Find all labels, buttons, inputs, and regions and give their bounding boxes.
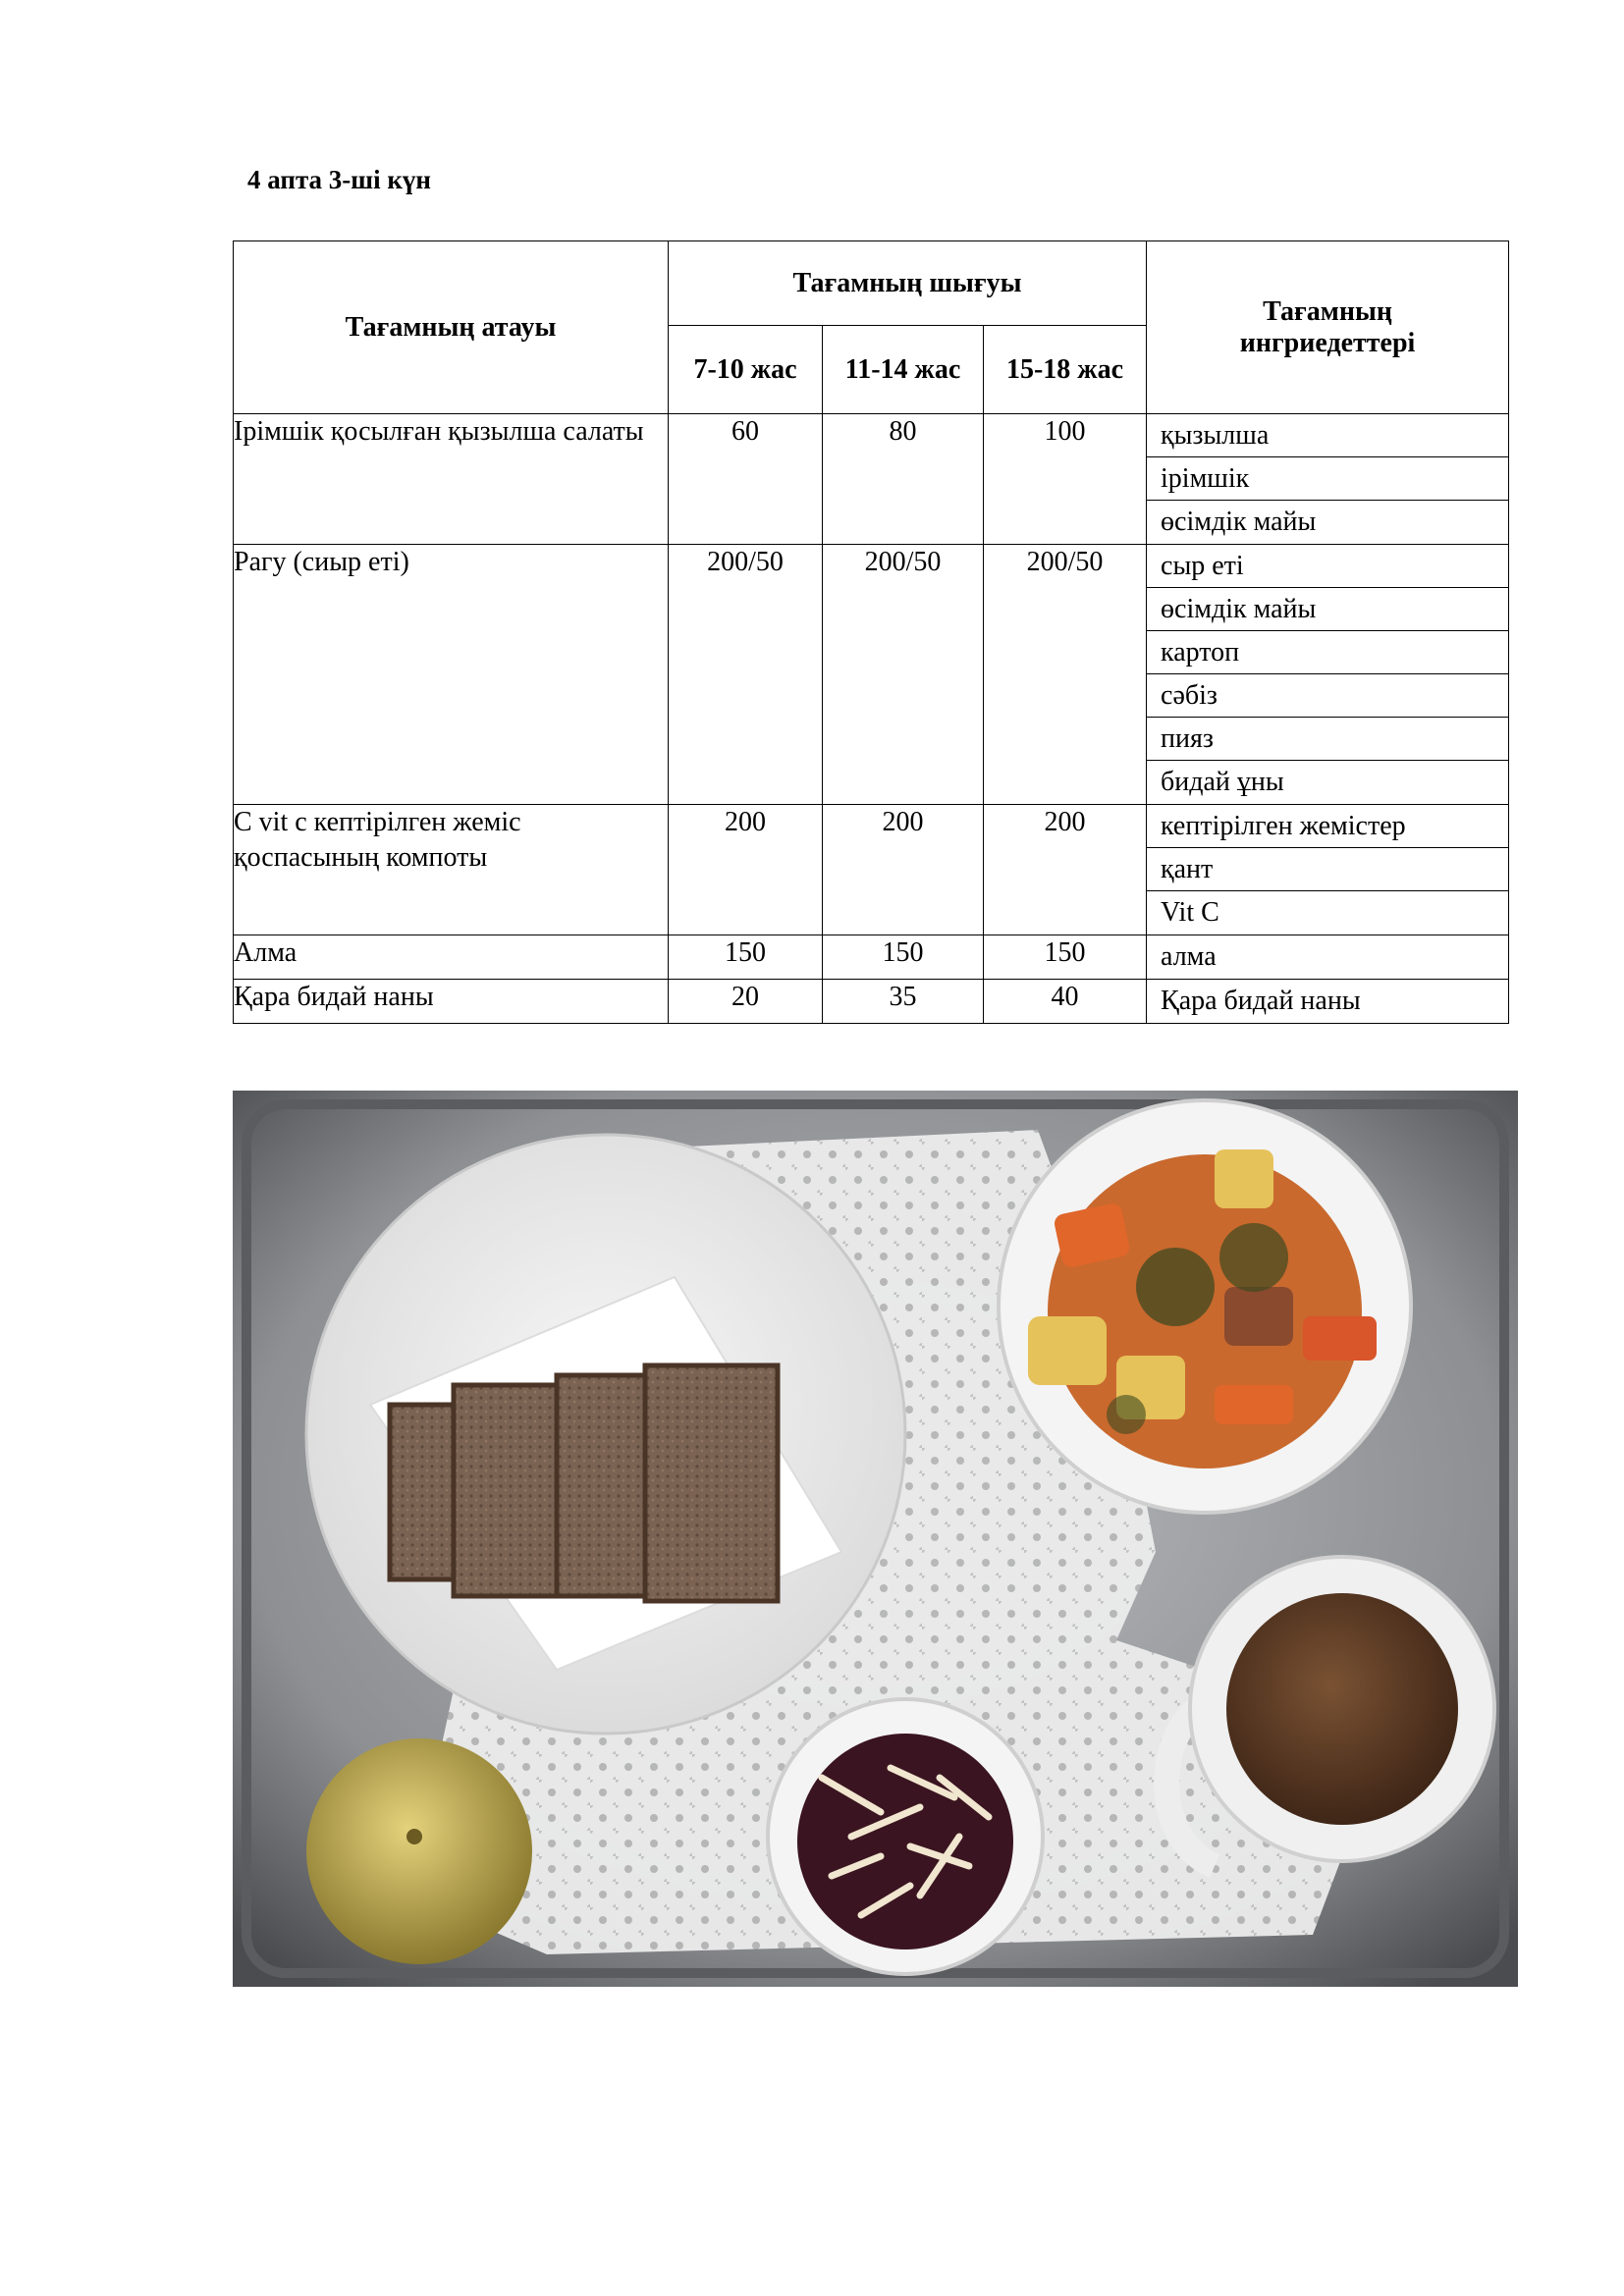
- header-row: [234, 241, 1509, 326]
- table-row: [234, 545, 1509, 805]
- ingredients-cell: [1147, 545, 1509, 805]
- header-ingredients: [1147, 241, 1509, 414]
- ingredient-item: ірімшік: [1147, 457, 1508, 501]
- dish-name: Рагу (сиыр еті): [234, 545, 669, 805]
- header-age-15-18: 15-18 жас: [984, 326, 1147, 414]
- ingredient-item: бидай ұны: [1161, 767, 1284, 797]
- ingredients-cell: [1147, 805, 1509, 935]
- portion-7-10: 200/50: [669, 545, 823, 805]
- ingredient-item: Қара бидай наны: [1161, 986, 1361, 1016]
- portion-15-18: 150: [984, 935, 1147, 980]
- portion-15-18: 200/50: [984, 545, 1147, 805]
- meal-photo-drawing: [233, 1091, 1518, 1987]
- ingredient-item: кептірілген жемістер: [1147, 805, 1508, 848]
- portion-7-10: 200: [669, 805, 823, 935]
- table-row: [234, 805, 1509, 935]
- ingredient-item: сәбіз: [1147, 674, 1508, 718]
- table-row: [234, 414, 1509, 545]
- portion-15-18: 100: [984, 414, 1147, 545]
- header-age-7-10: 7-10 жас: [669, 326, 823, 414]
- portion-7-10: 60: [669, 414, 823, 545]
- portion-11-14: 150: [823, 935, 984, 980]
- portion-11-14: 200: [823, 805, 984, 935]
- table-row: [234, 980, 1509, 1024]
- portion-15-18: 40: [984, 980, 1147, 1024]
- ingredient-item: сыр еті: [1147, 545, 1508, 588]
- ingredient-item: қант: [1147, 848, 1508, 891]
- ingredients-cell: [1147, 935, 1509, 980]
- table-row: [234, 935, 1509, 980]
- ingredient-item: алма: [1161, 941, 1217, 972]
- beet-salad: [797, 1734, 1013, 1949]
- menu-table: [233, 240, 1509, 1024]
- portion-11-14: 200/50: [823, 545, 984, 805]
- header-age-11-14: 11-14 жас: [823, 326, 984, 414]
- ingredient-item: өсімдік майы: [1147, 588, 1508, 631]
- portion-7-10: 20: [669, 980, 823, 1024]
- header-output: Тағамның шығуы: [669, 241, 1147, 326]
- ingredient-item: қызылша: [1147, 414, 1508, 457]
- header-dish-name: Тағамның атауы: [234, 241, 669, 414]
- ingredient-item: пияз: [1147, 718, 1508, 761]
- ingredient-item: картоп: [1147, 631, 1508, 674]
- header-ingredients-line2: ингриедеттері: [1239, 327, 1416, 358]
- ingredient-item: Vit C: [1161, 897, 1219, 928]
- header-ingredients-line1: Тағамның: [1263, 295, 1392, 327]
- dish-name: Алма: [234, 935, 669, 980]
- apple: [306, 1738, 532, 1964]
- portion-7-10: 150: [669, 935, 823, 980]
- ingredients-cell: [1147, 414, 1509, 545]
- meal-photo: [233, 1091, 1518, 1987]
- page-title: 4 апта 3-ші күн: [247, 165, 431, 194]
- ingredients-cell: [1147, 980, 1509, 1024]
- apple-stem-spot: [406, 1829, 422, 1844]
- portion-11-14: 35: [823, 980, 984, 1024]
- dish-name: C vit с кептірілген жеміс қоспасының компоты: [234, 805, 669, 935]
- portion-15-18: 200: [984, 805, 1147, 935]
- portion-11-14: 80: [823, 414, 984, 545]
- ingredient-item: өсімдік майы: [1161, 507, 1317, 537]
- tea: [1226, 1593, 1458, 1825]
- dish-name: Қара бидай наны: [234, 980, 669, 1024]
- dish-name: Ірімшік қосылған қызылша салаты: [234, 414, 669, 545]
